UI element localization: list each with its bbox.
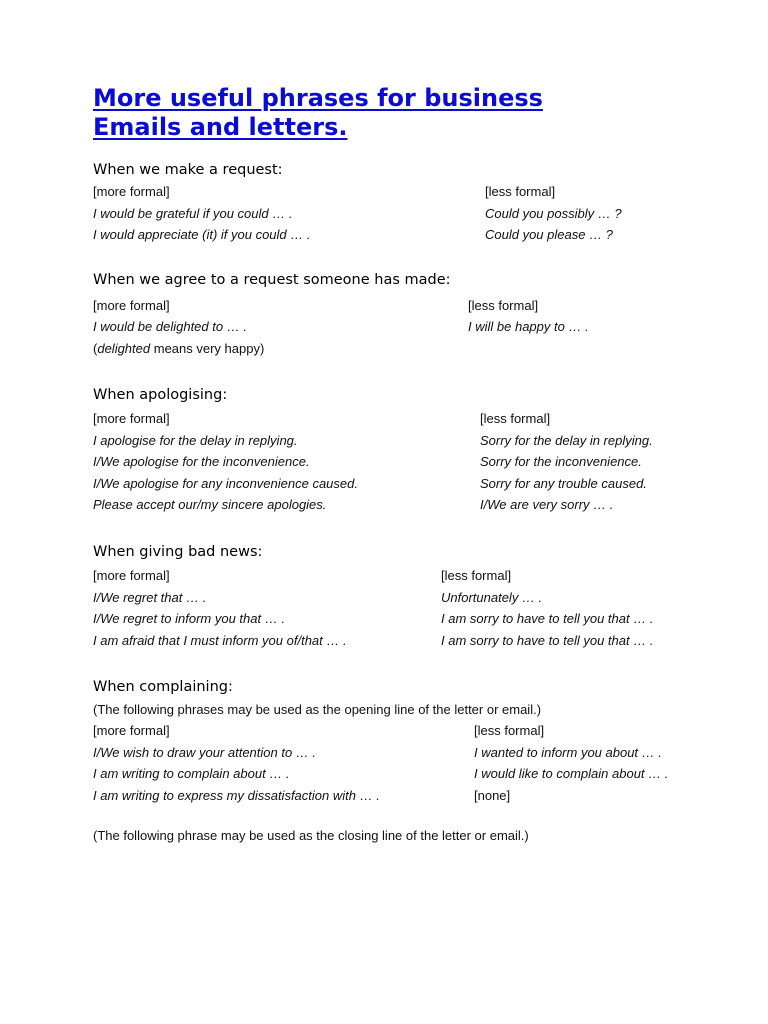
section-heading-apologising: When apologising: (93, 387, 228, 403)
label-more-formal: [more formal] (93, 568, 170, 583)
label-less-formal: [less formal] (441, 568, 512, 583)
phrase-formal: I am writing to express my dissatisfaction with … . (93, 788, 380, 803)
phrase-formal: I would be grateful if you could … . (93, 206, 293, 221)
label-more-formal: [more formal] (93, 298, 170, 313)
phrase-informal: I will be happy to … . (468, 319, 589, 334)
definition-note (93, 341, 264, 357)
phrase-informal: I/We are very sorry … . (480, 497, 614, 512)
phrase-formal: I/We apologise for the inconvenience. (93, 454, 310, 469)
title-line-2: Emails and letters. (93, 113, 348, 141)
phrase-formal: I/We wish to draw your attention to … . (93, 745, 317, 760)
label-more-formal: [more formal] (93, 184, 170, 199)
phrase-informal: I would like to complain about … . (474, 766, 669, 781)
phrase-informal: I wanted to inform you about … . (474, 745, 662, 760)
label-more-formal: [more formal] (93, 411, 170, 426)
phrase-informal: Sorry for any trouble caused. (480, 476, 647, 491)
note-rest: means very happy) (150, 341, 265, 356)
label-less-formal: [less formal] (468, 298, 539, 313)
phrase-formal: I would be delighted to … . (93, 319, 247, 334)
phrase-formal: I am writing to complain about … . (93, 766, 290, 781)
label-less-formal: [less formal] (485, 184, 556, 199)
label-more-formal: [more formal] (93, 723, 170, 738)
phrase-informal-none: [none] (474, 788, 511, 803)
document-title (93, 84, 653, 142)
note-open: ( (93, 341, 98, 356)
phrase-formal: I am afraid that I must inform you of/that … . (93, 633, 347, 648)
closing-line-note: (The following phrase may be used as the closing line of the letter or email.) (93, 828, 529, 843)
phrase-formal: I would appreciate (it) if you could … . (93, 227, 311, 242)
phrase-informal: Could you please … ? (485, 227, 613, 242)
phrase-informal: Sorry for the inconvenience. (480, 454, 642, 469)
phrase-informal: I am sorry to have to tell you that … . (441, 633, 654, 648)
phrase-formal: I/We apologise for any inconvenience caused. (93, 476, 358, 491)
phrase-formal: I/We regret to inform you that … . (93, 611, 285, 626)
section-heading-agree: When we agree to a request someone has made: (93, 272, 451, 288)
section-heading-bad-news: When giving bad news: (93, 544, 263, 560)
phrase-informal: I am sorry to have to tell you that … . (441, 611, 654, 626)
section-heading-request: When we make a request: (93, 162, 283, 178)
title-line-1: More useful phrases for business (93, 84, 543, 112)
phrase-formal: Please accept our/my sincere apologies. (93, 497, 327, 512)
phrase-informal: Unfortunately … . (441, 590, 543, 605)
opening-line-note: (The following phrases may be used as the opening line of the letter or email.) (93, 702, 542, 717)
note-italic-word: delighted (97, 341, 151, 356)
phrase-formal: I apologise for the delay in replying. (93, 433, 298, 448)
label-less-formal: [less formal] (480, 411, 551, 426)
phrase-informal: Could you possibly … ? (485, 206, 622, 221)
section-heading-complaining: When complaining: (93, 679, 233, 695)
phrase-formal: I/We regret that … . (93, 590, 207, 605)
label-less-formal: [less formal] (474, 723, 545, 738)
phrase-informal: Sorry for the delay in replying. (480, 433, 653, 448)
